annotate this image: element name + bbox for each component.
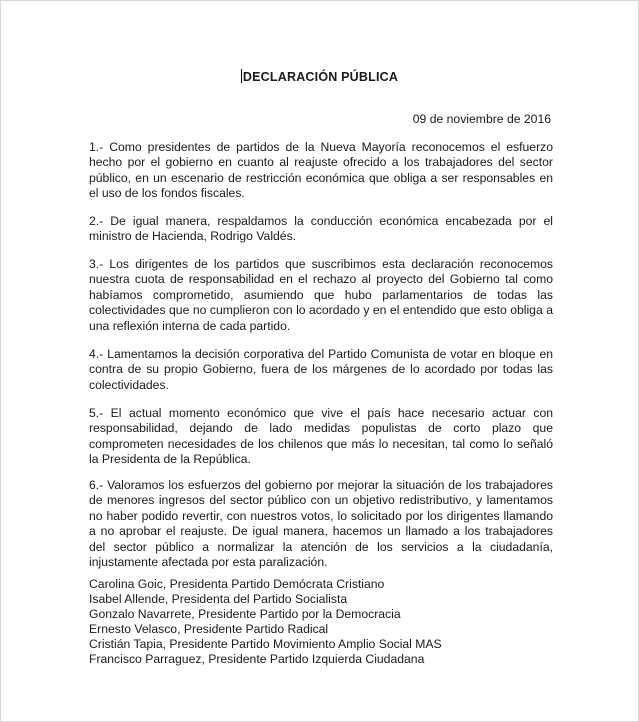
document-date: 09 de noviembre de 2016	[412, 112, 551, 126]
text-cursor	[241, 69, 242, 83]
paragraph-4: 4.- Lamentamos la decisión corporativa del Partido Comunista de votar en bloque en contra de su propio Gobierno, fuera de los márgenes de lo acordado por todas las colectividades.	[89, 347, 553, 392]
signatories-list	[89, 577, 559, 666]
document-title: DECLARACIÓN PÚBLICA	[242, 70, 399, 84]
signatory: Isabel Allende, Presidenta del Partido Socialista	[89, 591, 348, 606]
signatory: Francisco Parraguez, Presidente Partido Izquierda Ciudadana	[89, 651, 425, 666]
paragraph-2: 2.- De igual manera, respaldamos la conducción económica encabezada por el ministro de Hacienda, Rodrigo Valdés.	[89, 214, 553, 244]
paragraph-3: 3.- Los dirigentes de los partidos que suscribimos esta declaración reconocemos nuestra cuota de responsabilidad en el rechazo al proyecto del Gobierno tal como habíamos comprometido, asumiendo que hubo parlamentarios de todas las colectividades que no cumplieron con lo acordado y en el entendido que esto obliga a una reflexión interna de cada partido.	[89, 257, 553, 333]
paragraph-6: 6.- Valoramos los esfuerzos del gobierno por mejorar la situación de los trabajadores de menores ingresos del sector público con un objetivo redistributivo, y lamentamos no haber podido revertir, con nuestros votos, lo solicitado por los dirigentes llamando a no aprobar el reajuste. De igual manera, hacemos un llamado a los trabajadores del sector público a normalizar la atención de los servicios a la ciudadanía, injustamente afectada por esta paralización.	[89, 478, 553, 570]
signatory: Carolina Goic, Presidenta Partido Demócrata Cristiano	[89, 577, 385, 591]
document-title-wrapper	[1, 69, 638, 84]
signatory: Gonzalo Navarrete, Presidente Partido por la Democracia	[89, 606, 401, 621]
signatory: Ernesto Velasco, Presidente Partido Radical	[89, 621, 329, 636]
paragraph-1: 1.- Como presidentes de partidos de la Nueva Mayoría reconocemos el esfuerzo hecho por el gobierno en cuanto al reajuste ofrecido a los trabajadores del sector público, en un escenario de restricción económica que obliga a ser responsables en el uso de los fondos fiscales.	[89, 140, 553, 201]
paragraph-5: 5.- El actual momento económico que vive el país hace necesario actuar con responsabilidad, dejando de lado medidas populistas de corto plazo que comprometen necesidades de los chilenos que más lo necesitan, tal como lo señaló la Presidenta de la República.	[89, 406, 553, 467]
signatory: Cristián Tapia, Presidente Partido Movimiento Amplio Social MAS	[89, 636, 442, 651]
